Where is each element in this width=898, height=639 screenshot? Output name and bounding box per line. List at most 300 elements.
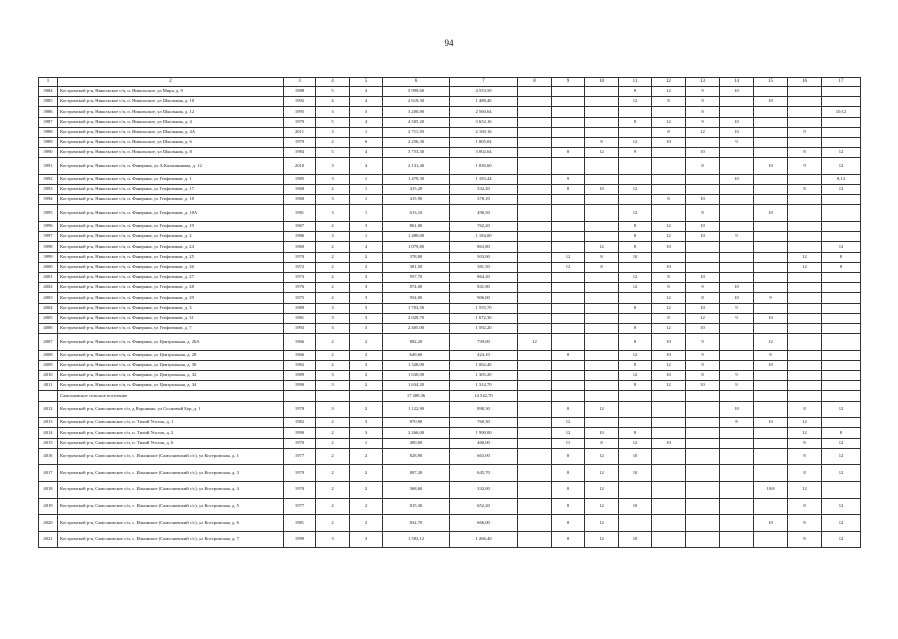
table-cell: 1 122,90 bbox=[383, 401, 450, 418]
table-cell bbox=[552, 158, 585, 175]
table-cell bbox=[788, 273, 822, 283]
table-cell: 12 bbox=[754, 334, 788, 351]
table-cell: 10 bbox=[686, 303, 720, 313]
table-cell: 12 bbox=[822, 438, 861, 448]
table-cell bbox=[585, 97, 619, 107]
table-cell bbox=[518, 438, 552, 448]
table-cell bbox=[552, 273, 585, 283]
table-cell bbox=[754, 148, 788, 158]
table-cell: 10 bbox=[652, 262, 686, 272]
table-cell bbox=[585, 222, 619, 232]
table-cell bbox=[619, 515, 652, 532]
table-cell: 1979 bbox=[284, 137, 316, 147]
table-cell bbox=[518, 360, 552, 370]
table-cell bbox=[788, 350, 822, 360]
table-cell: 2 bbox=[350, 371, 383, 381]
table-cell bbox=[585, 418, 619, 428]
table-cell: 2 bbox=[350, 252, 383, 262]
table-cell bbox=[754, 401, 788, 418]
table-cell: 1 488,40 bbox=[450, 97, 518, 107]
table-cell: 378,10 bbox=[450, 195, 518, 205]
table-cell bbox=[316, 391, 350, 401]
table-cell bbox=[754, 232, 788, 242]
table-cell: 332,00 bbox=[450, 482, 518, 499]
table-cell: 832,70 bbox=[383, 515, 450, 532]
table-cell: 3 bbox=[350, 360, 383, 370]
table-cell: 8 bbox=[619, 323, 652, 333]
table-cell: 1999 bbox=[284, 531, 316, 548]
table-cell: 8 bbox=[788, 185, 822, 195]
table-cell: 10 bbox=[754, 205, 788, 222]
table-cell bbox=[822, 418, 861, 428]
table-cell: 1 bbox=[350, 195, 383, 205]
table-cell: 3 bbox=[350, 418, 383, 428]
table-cell bbox=[720, 185, 754, 195]
table-cell bbox=[788, 117, 822, 127]
table-cell: 2 bbox=[350, 448, 383, 465]
subtotal-row bbox=[39, 391, 861, 401]
table-cell: 1 bbox=[350, 438, 383, 448]
table-cell: 8 bbox=[552, 531, 585, 548]
table-cell: 1976 bbox=[284, 283, 316, 293]
table-cell: 8 bbox=[552, 185, 585, 195]
table-cell: 3 bbox=[316, 303, 350, 313]
table-cell bbox=[585, 283, 619, 293]
table-cell: 739,00 bbox=[450, 334, 518, 351]
table-cell bbox=[822, 137, 861, 147]
table-cell: 649,60 bbox=[383, 350, 450, 360]
address-cell: Костромской р-н, Никольское с/п, п. Никольское, ул Мира, д. 9 bbox=[58, 87, 284, 97]
table-cell: 1 592,20 bbox=[450, 323, 518, 333]
table-cell: 874,00 bbox=[383, 283, 450, 293]
table-cell: 10 bbox=[754, 313, 788, 323]
column-header: 9 bbox=[552, 78, 585, 87]
table-cell: 2 bbox=[350, 498, 383, 515]
table-cell: 3988 bbox=[39, 127, 58, 137]
table-cell bbox=[788, 334, 822, 351]
column-header: 7 bbox=[450, 78, 518, 87]
table-cell: 8 bbox=[585, 252, 619, 262]
table-cell bbox=[686, 498, 720, 515]
table-cell: 1 079,80 bbox=[383, 242, 450, 252]
table-cell: 4019 bbox=[39, 498, 58, 515]
table-cell: 4005 bbox=[39, 313, 58, 323]
table-cell: 12 bbox=[619, 350, 652, 360]
table-cell: 12 bbox=[585, 242, 619, 252]
table-cell: 4002 bbox=[39, 283, 58, 293]
table-cell bbox=[619, 482, 652, 499]
table-cell: 3993 bbox=[39, 185, 58, 195]
table-cell bbox=[720, 482, 754, 499]
table-row bbox=[39, 242, 861, 252]
table-cell: 10 bbox=[619, 252, 652, 262]
table-cell: 1995 bbox=[284, 107, 316, 117]
table-cell: 2 029,70 bbox=[383, 313, 450, 323]
table-cell: 3 bbox=[316, 323, 350, 333]
table-cell: 10 bbox=[754, 158, 788, 175]
table-cell bbox=[720, 391, 754, 401]
table-cell bbox=[720, 515, 754, 532]
table-cell: 8 bbox=[788, 438, 822, 448]
table-cell: 9 bbox=[720, 381, 754, 391]
table-cell bbox=[788, 323, 822, 333]
table-cell bbox=[518, 195, 552, 205]
table-row bbox=[39, 482, 861, 499]
table-cell: 3985 bbox=[39, 97, 58, 107]
table-cell: 1973 bbox=[284, 273, 316, 283]
table-cell: 8 bbox=[619, 242, 652, 252]
table-cell: 3 200,80 bbox=[383, 107, 450, 117]
table-cell: 4018 bbox=[39, 482, 58, 499]
table-cell: 17 489,36 bbox=[383, 391, 450, 401]
address-cell: Костромской р-н, Никольское с/п, п. Фанерник, ул Геофизиков, д. 2 bbox=[58, 232, 284, 242]
table-cell: 3 bbox=[316, 174, 350, 184]
table-cell bbox=[652, 174, 686, 184]
table-row bbox=[39, 428, 861, 438]
table-cell: 10 bbox=[619, 448, 652, 465]
address-cell: Костромской р-н, Самсоновское с/п, п. Тихий Уголок, д. 6 bbox=[58, 438, 284, 448]
table-cell: 3 bbox=[350, 531, 383, 548]
table-cell bbox=[518, 252, 552, 262]
table-cell bbox=[686, 465, 720, 482]
table-cell bbox=[754, 242, 788, 252]
table-cell: 4 505,20 bbox=[383, 117, 450, 127]
table-cell: 3995 bbox=[39, 205, 58, 222]
table-cell: 1990 bbox=[284, 428, 316, 438]
table-cell: 3 bbox=[316, 158, 350, 175]
table-cell bbox=[552, 205, 585, 222]
address-cell: Костромской р-н, Никольское с/п, п. Фанерник, ул Центральная, д. 34 bbox=[58, 381, 284, 391]
table-cell bbox=[619, 262, 652, 272]
table-cell bbox=[619, 401, 652, 418]
table-cell bbox=[720, 323, 754, 333]
table-cell bbox=[284, 391, 316, 401]
table-cell bbox=[585, 381, 619, 391]
table-cell bbox=[518, 391, 552, 401]
table-cell: 4009 bbox=[39, 360, 58, 370]
table-cell: 12 bbox=[822, 401, 861, 418]
table-cell: 1972 bbox=[284, 262, 316, 272]
table-cell: 8 bbox=[788, 401, 822, 418]
table-cell: 9 bbox=[686, 117, 720, 127]
address-cell: Костромской р-н, Самсоновское с/п, д Воронино, ул Сосновый Бор, д. 1 bbox=[58, 401, 284, 418]
table-cell: 3 652,16 bbox=[450, 117, 518, 127]
table-cell bbox=[518, 303, 552, 313]
table-cell: 8 bbox=[686, 371, 720, 381]
table-cell bbox=[552, 360, 585, 370]
table-cell bbox=[585, 313, 619, 323]
column-header: 2 bbox=[58, 78, 284, 87]
table-cell: 12 bbox=[585, 148, 619, 158]
table-cell bbox=[754, 303, 788, 313]
table-cell bbox=[518, 158, 552, 175]
table-cell: 4011 bbox=[39, 381, 58, 391]
table-cell: 9 bbox=[788, 127, 822, 137]
address-cell: Костромской р-н, Самсоновское с/п, с. Ильинское (Самсоновский с/с), ул Костромская, д. 6 bbox=[58, 515, 284, 532]
table-row bbox=[39, 205, 861, 222]
table-cell: 10 bbox=[720, 87, 754, 97]
table-row bbox=[39, 334, 861, 351]
table-cell: 3996 bbox=[39, 222, 58, 232]
table-cell bbox=[518, 107, 552, 117]
table-row bbox=[39, 303, 861, 313]
table-cell: 12 bbox=[822, 448, 861, 465]
table-cell: 8 bbox=[552, 401, 585, 418]
table-cell: 864,20 bbox=[450, 273, 518, 283]
table-cell: 2010 bbox=[284, 158, 316, 175]
table-cell bbox=[788, 87, 822, 97]
table-cell: 1 bbox=[350, 127, 383, 137]
table-cell: 10 bbox=[720, 293, 754, 303]
address-cell: Костромской р-н, Самсоновское с/п, с. Ильинское (Самсоновский с/с), ул Костромская, д. 5 bbox=[58, 498, 284, 515]
table-cell bbox=[585, 195, 619, 205]
table-cell: 8 bbox=[720, 418, 754, 428]
table-cell bbox=[788, 195, 822, 205]
table-cell bbox=[822, 293, 861, 303]
column-header: 8 bbox=[518, 78, 552, 87]
table-cell: 3987 bbox=[39, 117, 58, 127]
table-cell: 8 bbox=[552, 482, 585, 499]
table-cell bbox=[720, 195, 754, 205]
table-cell bbox=[518, 174, 552, 184]
table-cell: 8 bbox=[788, 148, 822, 158]
table-cell bbox=[518, 448, 552, 465]
table-cell bbox=[652, 531, 686, 548]
table-cell bbox=[518, 428, 552, 438]
table-cell: 2 bbox=[316, 438, 350, 448]
table-cell: 1985 bbox=[284, 174, 316, 184]
table-cell: 10 bbox=[585, 185, 619, 195]
table-cell: 10 bbox=[585, 428, 619, 438]
table-cell: 9 bbox=[686, 87, 720, 97]
table-cell: 1981 bbox=[284, 313, 316, 323]
table-cell: 460,00 bbox=[450, 438, 518, 448]
column-header: 17 bbox=[822, 78, 861, 87]
table-cell bbox=[518, 350, 552, 360]
table-cell: 2 256,30 bbox=[383, 137, 450, 147]
table-cell bbox=[652, 448, 686, 465]
table-cell: 8 bbox=[822, 428, 861, 438]
table-cell bbox=[518, 97, 552, 107]
table-row bbox=[39, 148, 861, 158]
table-cell: 3 bbox=[350, 293, 383, 303]
table-cell bbox=[822, 127, 861, 137]
table-cell: 2 bbox=[316, 350, 350, 360]
table-cell: 12 bbox=[822, 185, 861, 195]
table-cell: 12 bbox=[788, 482, 822, 499]
table-cell bbox=[822, 205, 861, 222]
table-cell: 1 703,50 bbox=[383, 303, 450, 313]
table-cell: 4010 bbox=[39, 371, 58, 381]
table-cell: 3 bbox=[350, 313, 383, 323]
table-row bbox=[39, 531, 861, 548]
table-cell bbox=[585, 127, 619, 137]
table-cell: 2 bbox=[316, 222, 350, 232]
table-cell: 1977 bbox=[284, 498, 316, 515]
table-cell: 1992 bbox=[284, 97, 316, 107]
table-row bbox=[39, 465, 861, 482]
table-cell bbox=[652, 185, 686, 195]
table-cell bbox=[686, 252, 720, 262]
table-row bbox=[39, 107, 861, 117]
column-header: 1 bbox=[39, 78, 58, 87]
table-cell bbox=[652, 158, 686, 175]
table-cell bbox=[754, 107, 788, 117]
table-cell bbox=[552, 107, 585, 117]
table-cell: 3 bbox=[316, 531, 350, 548]
column-header: 16 bbox=[788, 78, 822, 87]
table-cell: 957,70 bbox=[383, 273, 450, 283]
table-cell: 10 bbox=[754, 515, 788, 532]
table-cell bbox=[788, 303, 822, 313]
table-cell: 12 bbox=[619, 205, 652, 222]
table-cell: 12 bbox=[652, 381, 686, 391]
table-cell: 1 184,00 bbox=[450, 232, 518, 242]
table-cell: 1981 bbox=[284, 205, 316, 222]
table-cell: 1 266,40 bbox=[450, 531, 518, 548]
table-cell: 10;8 bbox=[754, 482, 788, 499]
table-cell: 1 bbox=[350, 205, 383, 222]
table-cell: 8 bbox=[788, 531, 822, 548]
table-cell bbox=[518, 262, 552, 272]
address-cell: Костромской р-н, Никольское с/п, п. Фанерник, ул Геофизиков, д. 26 bbox=[58, 262, 284, 272]
table-cell: 10 bbox=[720, 174, 754, 184]
table-cell bbox=[518, 498, 552, 515]
table-cell: 3 bbox=[316, 127, 350, 137]
table-cell: 1 583,12 bbox=[383, 531, 450, 548]
table-cell: 12 bbox=[552, 418, 585, 428]
table-cell bbox=[754, 185, 788, 195]
address-cell: Костромской р-н, Никольское с/п, п. Фанерник, ул Геофизиков, д. 28 bbox=[58, 283, 284, 293]
table-cell bbox=[720, 360, 754, 370]
table-cell bbox=[652, 107, 686, 117]
table-cell: 2 bbox=[350, 381, 383, 391]
table-row bbox=[39, 381, 861, 391]
table-cell bbox=[585, 293, 619, 303]
table-cell: 12 bbox=[619, 438, 652, 448]
table-cell bbox=[652, 252, 686, 262]
table-cell bbox=[585, 350, 619, 360]
table-cell: 8 bbox=[552, 350, 585, 360]
table-cell: 8 bbox=[822, 252, 861, 262]
table-row bbox=[39, 438, 861, 448]
table-cell bbox=[686, 137, 720, 147]
table-cell: 9 bbox=[686, 97, 720, 107]
table-cell: 1989 bbox=[284, 371, 316, 381]
address-cell: Костромской р-н, Никольское с/п, п. Фанерник, ул Центральная, д. 26А bbox=[58, 334, 284, 351]
table-cell: 8 bbox=[652, 283, 686, 293]
address-cell: Костромской р-н, Самсоновское с/п, с. Ильинское (Самсоновский с/с), ул Костромская, д. 4 bbox=[58, 482, 284, 499]
table-cell: 4006 bbox=[39, 323, 58, 333]
table-cell bbox=[754, 531, 788, 548]
table-cell bbox=[585, 360, 619, 370]
table-header-row bbox=[39, 78, 861, 87]
table-row bbox=[39, 127, 861, 137]
table-cell: 10 bbox=[686, 323, 720, 333]
table-cell bbox=[720, 350, 754, 360]
table-cell bbox=[619, 293, 652, 303]
address-cell: Костромской р-н, Никольское с/п, п. Никольское, ул Школьная, д. 10 bbox=[58, 97, 284, 107]
table-cell bbox=[754, 428, 788, 438]
table-cell bbox=[652, 391, 686, 401]
table-cell bbox=[552, 283, 585, 293]
table-cell: 9 bbox=[720, 137, 754, 147]
address-cell: Костромской р-н, Самсоновское с/п, п. Тихий Уголок, д. 2 bbox=[58, 428, 284, 438]
table-cell: 1988 bbox=[284, 87, 316, 97]
address-cell: Костромской р-н, Никольское с/п, п. Фанерник, ул Геофизиков, д. 27 bbox=[58, 273, 284, 283]
table-cell: 3 bbox=[350, 222, 383, 232]
table-cell: 3 bbox=[316, 232, 350, 242]
table-cell: 8 bbox=[619, 87, 652, 97]
table-cell: 3 bbox=[350, 428, 383, 438]
table-cell: 10 bbox=[686, 232, 720, 242]
table-cell: 4 bbox=[316, 97, 350, 107]
table-row bbox=[39, 195, 861, 205]
table-cell bbox=[686, 482, 720, 499]
table-cell: 2 bbox=[316, 465, 350, 482]
table-cell: 3 bbox=[316, 195, 350, 205]
table-cell bbox=[720, 252, 754, 262]
table-cell bbox=[720, 428, 754, 438]
table-cell bbox=[552, 381, 585, 391]
table-cell: 12 bbox=[585, 465, 619, 482]
table-row bbox=[39, 350, 861, 360]
table-cell bbox=[822, 313, 861, 323]
table-cell: 3999 bbox=[39, 252, 58, 262]
table-cell: 12 bbox=[518, 334, 552, 351]
table-cell: 8 bbox=[619, 360, 652, 370]
table-cell: 3 bbox=[350, 273, 383, 283]
table-cell bbox=[754, 222, 788, 232]
table-cell bbox=[822, 381, 861, 391]
address-cell: Костромской р-н, Никольское с/п, п. Фанерник, ул Геофизиков, д. 19 bbox=[58, 222, 284, 232]
table-cell: 378,80 bbox=[383, 252, 450, 262]
table-cell: 2 bbox=[316, 498, 350, 515]
table-cell bbox=[686, 174, 720, 184]
table-cell: 10 bbox=[686, 222, 720, 232]
table-cell bbox=[585, 87, 619, 97]
table-cell bbox=[518, 148, 552, 158]
table-cell: 1967 bbox=[284, 222, 316, 232]
table-cell: 415,20 bbox=[383, 185, 450, 195]
column-header: 6 bbox=[383, 78, 450, 87]
table-cell: 3994 bbox=[39, 195, 58, 205]
table-cell bbox=[822, 273, 861, 283]
table-cell: 12 bbox=[619, 97, 652, 107]
table-cell: 11 bbox=[552, 438, 585, 448]
table-row bbox=[39, 222, 861, 232]
table-cell: 8 bbox=[619, 428, 652, 438]
table-cell: 8 bbox=[552, 498, 585, 515]
table-cell bbox=[585, 232, 619, 242]
table-cell: 332,20 bbox=[450, 185, 518, 195]
table-cell: 1 062,40 bbox=[450, 360, 518, 370]
table-cell bbox=[686, 438, 720, 448]
table-cell: 424,10 bbox=[450, 350, 518, 360]
table-cell bbox=[518, 222, 552, 232]
table-cell bbox=[788, 107, 822, 117]
table-cell: 12 bbox=[619, 283, 652, 293]
table-cell bbox=[754, 137, 788, 147]
table-cell: 2 bbox=[316, 252, 350, 262]
table-cell bbox=[686, 418, 720, 428]
table-cell: 906,00 bbox=[450, 293, 518, 303]
table-cell: 762,20 bbox=[450, 222, 518, 232]
table-cell bbox=[652, 428, 686, 438]
table-cell: 9 bbox=[720, 313, 754, 323]
table-cell bbox=[720, 334, 754, 351]
column-header: 4 bbox=[316, 78, 350, 87]
